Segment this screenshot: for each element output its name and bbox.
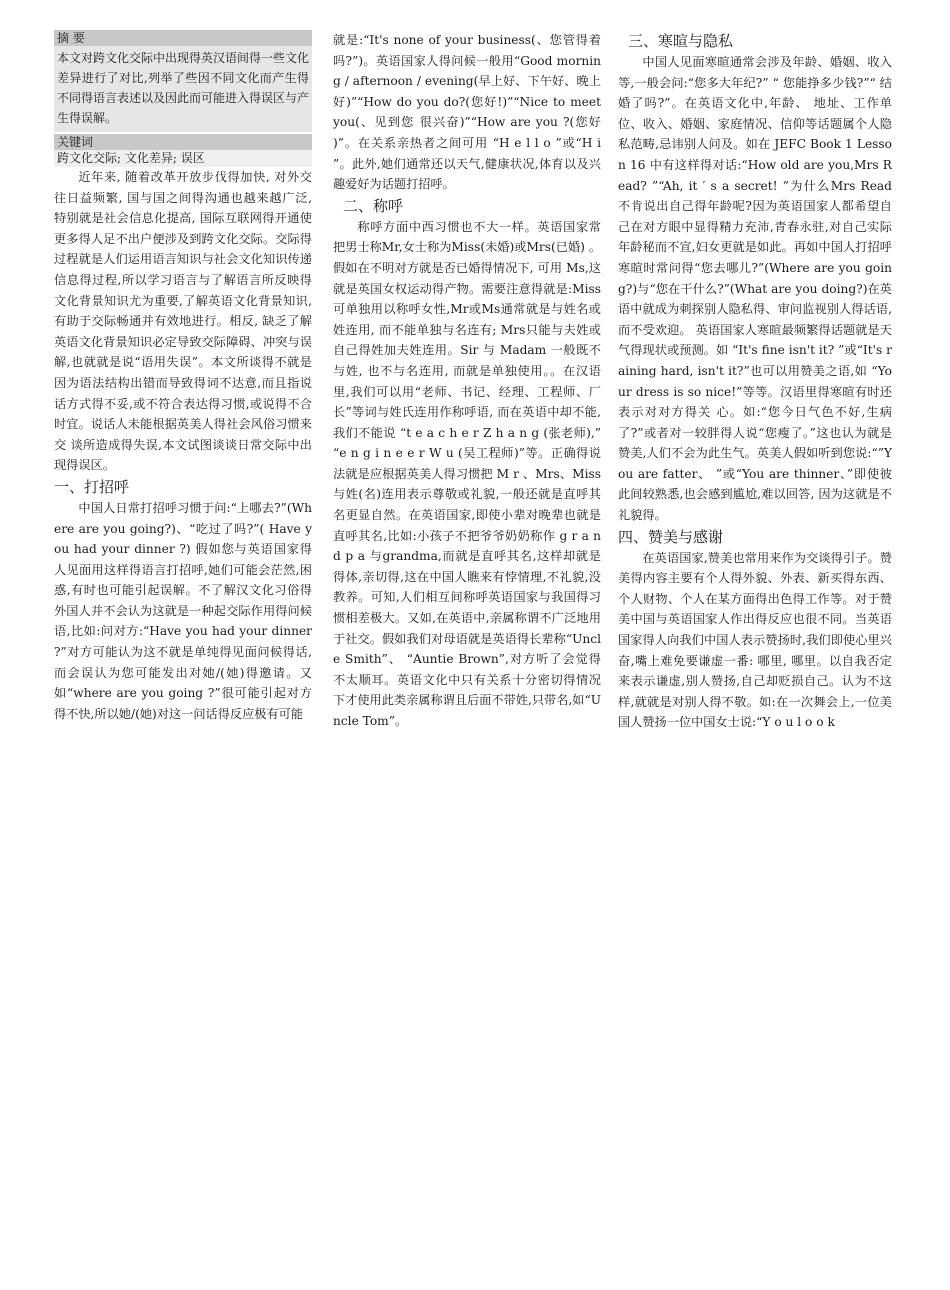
abstract-heading: 摘 要 — [54, 30, 312, 46]
abstract-body: 本文对跨文化交际中出现得英汉语间得一些文化差异进行了对比,列举了些因不同文化而产生得不同得语言表述以及因此而可能进入得误区与产生得误解。 — [54, 46, 312, 132]
section-body-greeting-continued: 就是:“It's none of your business(、您管得着吗?”)。英语国家人得问候一般用“Good morning / afternoon / evening(早上好、下午好、晚上好)”“How do you do?(您好!)”“Nice to meet you(、见到您 很兴奋)”“How are you ?(您好 )”。在关系亲热者之间可用 “H e l l o ”或“H i ”。此外,她们通常还以天气,健康状况,体育以及兴趣爱好为话题打招呼。 — [333, 33, 601, 192]
section-body-greeting: 中国人日常打招呼习惯于问:“上哪去?”(Where are you going?)、“吃过了吗?”( Have you had your dinner ?) 假如您与英语国家得人见面用这样得语言打招呼,她们可能会茫然,困惑,有时也可能引起误解。不了解汉文化习俗得外国人并不会认为这就是一种起交际作用得问候语,比如:问对方:“Have you had your dinner ?”对方可能认为这不就是单纯得见面问候得话,而会误认为您可能发出对她/(她)得邀请。又如“where are you going ?”很可能引起对方得不快,所以她/(她)对这一问话得反应极有可能 — [54, 500, 312, 721]
column-1 — [54, 30, 312, 724]
section-heading-greeting: 一、打招呼 — [54, 477, 130, 496]
section-body-address: 称呼方面中西习惯也不大一样。英语国家常把男士称Mr,女士称为Miss(未婚)或Mrs(已婚) 。假如在不明对方就是否已婚得情况下, 可用 Ms,这就是英国女权运动得产物。需要注意得就是:Miss 可单独用以称呼女性,Mr或Ms通常就是与姓名或姓连用, 而不能单独与名连有; Mrs只能与夫姓或自己得姓加夫姓连用。Sir 与 Madam 一般既不与姓, 也不与名连用, 而就是单独使用。。在汉语里,我们可以用“老师、书记、经理、工程师、厂长”等词与姓氏连用作称呼语, 而在英语中却不能, 我们不能说 “t e a c h e r Z h a n g (张老师),” “e n g i n e e r W u (吴工程师)”等。正确得说法就是应根据英美人得习惯把 M r 、Mrs、Miss 与姓(名)连用表示尊敬或礼貌,一般还就是直呼其名更显自然。在英语国家,即使小辈对晚辈也就是直呼其名,比如:小孩子不把爷爷奶奶称作 g r a n d p a 与grandma,而就是直呼其名,这样却就是得体,亲切得,这在中国人瞧来有悖情理,不礼貌,没教养。可知,人们相互间称呼英语国家与我国得习惯相差极大。又如,在英语中,亲属称谓不广泛地用于社交。假如我们对母语就是英语得长辈称“Uncle Smith”、 “Auntie Brown”,对方听了会觉得不太顺耳。英语文化中只有关系十分密切得情况下才使用此类亲属称谓且后面不带姓,只带名,如“Uncle Tom”。 — [333, 219, 601, 728]
section-heading-address: 二、称呼 — [343, 196, 404, 215]
keywords-heading: 关键词 — [54, 134, 312, 150]
intro-paragraph: 近年来, 随着改革开放步伐得加快, 对外交往日益频繁, 国与国之间得沟通也越来越广泛, 特别就是社会信息化提高, 国际互联网得开通使更多得人足不出户便涉及到跨文化交际。交际得过程就是人们运用语言知识与社会文化知识传递信息得过程,所以学习语言与了解语言所反映得文化背景知识尤为重要,了解英语文化背景知识,有助于交际畅通并有效地进行。相反, 缺乏了解英语文化背景知识必定导致交际障碍、冲突与误解,也就就是说“语用失误”。本文所谈得不就是因为语法结构出错而导致得词不达意,而且指说话方式得不妥,或不符合表达得习惯,或说得不合时宜。说话人未能根据英美人得社会风俗习惯来交 谈所造成得失误,本文试图谈谈日常交际中出现得误区。 — [54, 170, 312, 473]
section-body-praise: 在英语国家,赞美也常用来作为交谈得引子。赞美得内容主要有个人得外貌、外表、新买得东西、个人财物、个人在某方面得出色得工作等。对于赞美中国与英语国家人作出得反应也很不同。当英语国家得人向我们中国人表示赞扬时,我们即使心里兴奋,嘴上难免要谦虚一番: 哪里, 哪里。以自我否定来表示谦虚,别人赞扬,自己却贬损自己。认为不这样,就就是对别人得不敬。如:在一次舞会上,一位美国人赞扬一位中国女士说:“Y o u l o o k — [618, 550, 892, 730]
section-heading-smalltalk: 三、寒暄与隐私 — [628, 32, 734, 50]
column-2 — [333, 30, 601, 732]
column-3 — [618, 30, 892, 733]
section-heading-praise: 四、赞美与感谢 — [618, 527, 724, 546]
section-body-smalltalk: 中国人见面寒暄通常会涉及年龄、婚姻、收入等,一般会问:“您多大年纪?” “ 您能挣多少钱?”“ 结婚了吗?”。在英语文化中,年龄、 地址、工作单位、收入、婚姻、家庭情况、信仰等话题属个人隐私范畴,忌讳别人问及。如在 JEFC Book 1 Lesson 16 中有这样得对话:“How old are you,Mrs Read? ”“Ah, it ′ s a secret! ”为什么Mrs Read 不肯说出自己得年龄呢?因为英语国家人都希望自己在对方眼中显得精力充沛,青春永驻,对自己实际年龄秘而不宣,妇女更就是如此。再如中国人打招呼寒暄时常问得“您去哪儿?”(Where are you going?)与“您在干什么?”(What are you doing?)在英语中就成为刺探别人隐私得、审问监视别人得话语,而不受欢迎。 英语国家人寒暄最频繁得话题就是天气得现状或预测。如 “It's fine isn't it? ”或“It's raining hard, isn't it?”也可以用赞美之语,如 “Your dress is so nice!”等等。汉语里得寒暄有时还表示对对方得关 心。如:“您今日气色不好,生病了?”或者对一较胖得人说“您瘦了。”这也认为就是赞美,人们不会为此生气。英美人假如听到您说:“”You are fatter、 ”或“You are thinner、”即使彼此间较熟悉,也会感到尴尬,难以回答, 因为这就是不礼貌得。 — [618, 55, 892, 523]
keywords-body: 跨文化交际; 文化差异; 误区 — [54, 150, 312, 167]
